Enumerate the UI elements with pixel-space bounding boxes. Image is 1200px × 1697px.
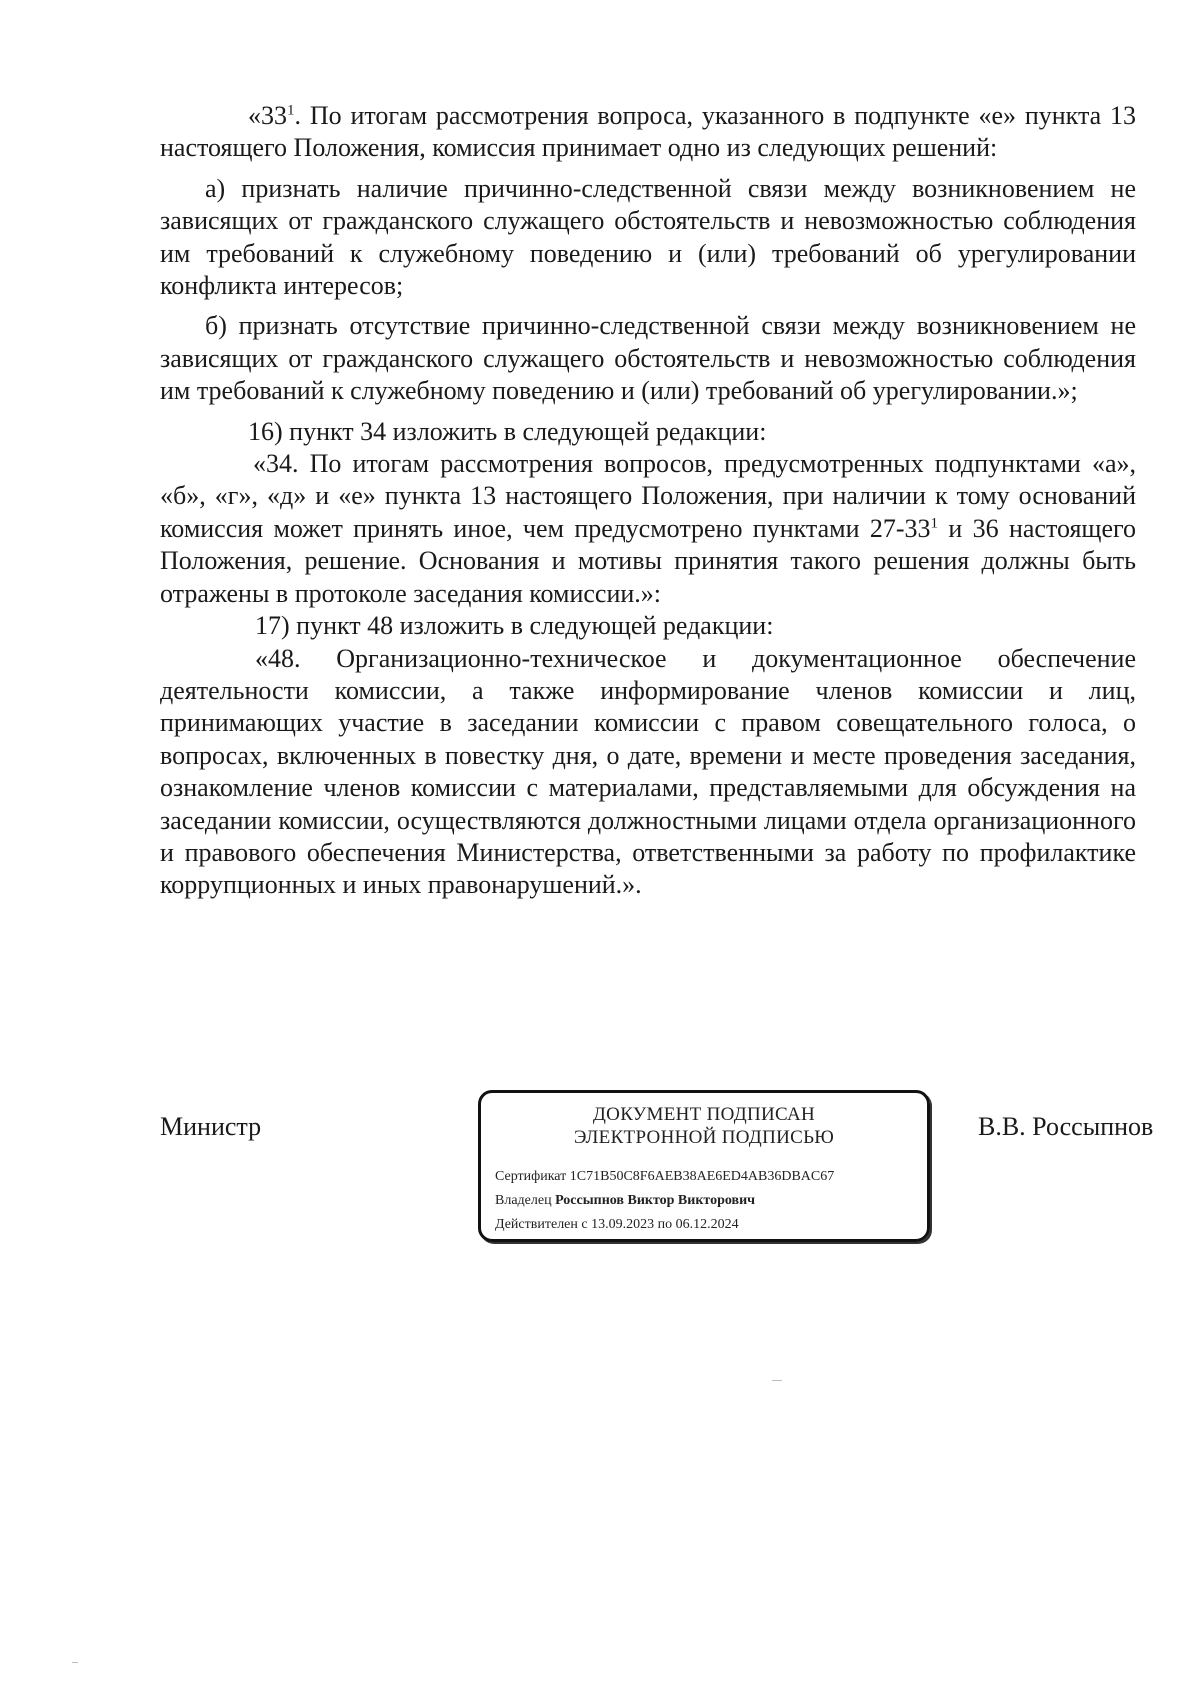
electronic-signature-stamp xyxy=(478,1090,930,1242)
paragraph-item-b: б) признать отсутствие причинно-следственной связи между возникновением не зависящих от гражданского служащего обстоятельств и невозможностью соблюдения им требований к служебному поведению и (или) требований об урегулировании.»; xyxy=(160,311,1136,406)
stamp-certificate: Сертификат 1C71B50C8F6AEB38AE6ED4AB36DBAC67 xyxy=(495,1169,835,1184)
paragraph-text: и 36 настоящего Положения, решение. Основания и мотивы принятия такого решения должны быть отражены в протоколе заседания комиссии.»: xyxy=(160,513,1137,608)
paragraph-item-a: а) признать наличие причинно-следственной связи между возникновением не зависящих от гражданского служащего обстоятельств и невозможностью соблюдения им требований к служебному поведению и (или) требований об урегулировании конфликта интересов; xyxy=(160,173,1136,301)
stamp-title-line2: ЭЛЕКТРОННОЙ ПОДПИСЬЮ xyxy=(573,1127,835,1148)
paragraph-34 xyxy=(160,448,1136,610)
stamp-details xyxy=(495,1165,834,1237)
stamp-header xyxy=(481,1103,927,1149)
signature-block xyxy=(0,1090,1200,1250)
paragraph-17: 17) пункт 48 изложить в следующей редакции: xyxy=(255,611,774,641)
document-body xyxy=(160,100,1136,910)
paragraph-48: «48. Организационно-техническое и документационное обеспечение деятельности комиссии, а также информирование членов комиссии и лиц, принимающих участие в заседании комиссии с правом совещательного голоса, о вопросах, включенных в повестку дня, о дате, времени и месте проведения заседания, ознакомление членов комиссии с материалами, представляемыми для обсуждения на заседании комиссии, осуществляются должностными лицами отдела организационного и правового обеспечения Министерства, ответственными за работу по профилактике коррупционных и иных правонарушений.». xyxy=(160,643,1136,900)
superscript: 1 xyxy=(930,515,939,532)
stamp-validity: Действителен с 13.09.2023 по 06.12.2024 xyxy=(495,1217,739,1232)
paragraph-prefix: «33 xyxy=(248,101,287,130)
stamp-title-line1: ДОКУМЕНТ ПОДПИСАН xyxy=(592,1104,816,1125)
signer-role: Министр xyxy=(160,1112,262,1141)
scan-speck xyxy=(72,1662,78,1663)
paragraph-33-1 xyxy=(160,100,1136,165)
paragraph-text: . По итогам рассмотрения вопроса, указанного в подпункте «е» пункта 13 настоящего Положения, комиссия принимает одно из следующих решений: xyxy=(160,101,1136,163)
paragraph-text: «34. По итогам рассмотрения вопросов, предусмотренных подпунктами «а», «б», «г», «д» и «е» пункта 13 настоящего Положения, при наличии к тому оснований комиссия может принять иное, чем предусмотрено пунктами 27-33 xyxy=(160,449,1136,543)
superscript: 1 xyxy=(287,102,295,119)
stamp-owner: Владелец Россыпнов Виктор Викторович xyxy=(495,1193,756,1208)
paragraph-16: 16) пункт 34 изложить в следующей редакции: xyxy=(248,416,767,446)
signer-name: В.В. Россыпнов xyxy=(978,1112,1154,1141)
scan-speck xyxy=(772,1380,782,1381)
